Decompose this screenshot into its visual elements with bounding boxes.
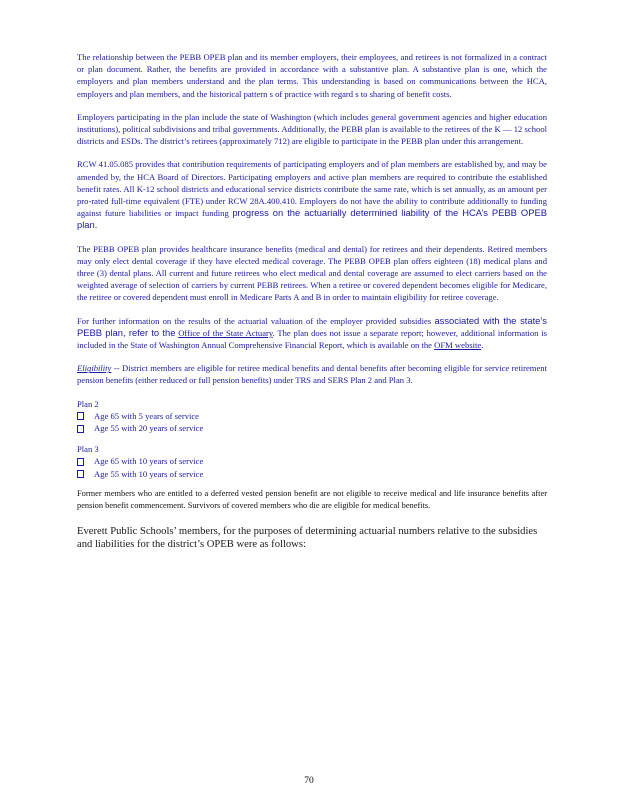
list-item xyxy=(77,410,547,422)
further-info-text-c: . The plan does not issue a separate report; however, additional information is included in the State of Washington Annual Comprehensive Financial Report, which is available on the xyxy=(77,327,547,351)
paragraph-eligibility xyxy=(77,362,547,386)
paragraph-relationship: The relationship between the PEBB OPEB plan and its member employers, their employees, and retirees is not formalized in a contract or plan document. Rather, the benefits are provided in accordance with a substantive plan. A substantive plan is one, which the employers and plan members understand and the plan terms. This understanding is based on communications between the HCA, employers and plan members, and the historical pattern s of practice with regard s to sharing of benefit costs. xyxy=(77,52,547,99)
bullet-box-icon xyxy=(77,425,84,433)
bullet-box-icon xyxy=(77,470,84,478)
page-content xyxy=(77,51,547,561)
plan-3-item-2: Age 55 with 10 years of service xyxy=(94,468,204,479)
paragraph-closing: Everett Public Schools’ members, for the purposes of determining actuarial numbers relative to the subsidies and liabilities for the district’s OPEB were as follows: xyxy=(77,525,538,550)
bullet-box-icon xyxy=(77,458,84,466)
plan-2-title: Plan 2 xyxy=(77,398,99,409)
further-info-text-d: . xyxy=(481,340,484,351)
ofm-website-link[interactable]: OFM website xyxy=(434,340,482,351)
eligibility-text: -- District members are eligible for retiree medical benefits and dental benefits after becoming eligible for service retirement pension benefits (either reduced or full pension benefits) under TRS and SERS Plan 2 and Plan 3. xyxy=(77,363,547,386)
paragraph-benefits: The PEBB OPEB plan provides healthcare insurance benefits (medical and dental) for retirees and their dependents. Retired members may only elect dental coverage if they have elected medical coverage. The PEBB OPEB plan offers eighteen (18) medical plans and three (3) dental plans. All current and future retirees who elect medical and dental coverage are assumed to elect carriers based on the weighted average of selection of carriers by current PEBB retirees. When a retiree or covered dependent becomes eligible for Medicare, the retiree or covered dependent must enroll in Medicare Parts A and B in order to maintain eligibility for retiree coverage. xyxy=(77,243,547,303)
list-item xyxy=(77,468,547,480)
further-info-text-a: For further information on the results of the actuarial valuation of the employer provided subsidies xyxy=(77,315,432,326)
eligibility-label: Eligibility xyxy=(77,363,112,374)
list-item xyxy=(77,422,547,434)
bullet-box-icon xyxy=(77,412,84,420)
plan-3-title: Plan 3 xyxy=(77,443,99,454)
paragraph-rcw-contributions xyxy=(77,158,547,231)
paragraph-participating-employers: Employers participating in the plan include the state of Washington (which includes general government agencies and higher education institutions), political subdivisions and tribal governments. Additionally, the PEBB plan is available to the retirees of the K — 12 school districts and ESDs. The district’s retirees (approximately 712) are eligible to participate in the PEBB plan under this arrangement. xyxy=(77,111,547,147)
paragraph-further-info xyxy=(77,315,547,352)
office-state-actuary-link[interactable]: Office of the State Actuary xyxy=(178,327,273,338)
plan-2-item-1: Age 65 with 5 years of service xyxy=(94,411,200,422)
plan-2-block xyxy=(77,398,547,435)
list-item xyxy=(77,455,547,467)
plan-2-item-2: Age 55 with 20 years of service xyxy=(94,423,204,434)
rcw-text-tail: progress on the actuarially determined liability of the HCA’s PEBB OPEB plan. xyxy=(77,207,547,231)
plan-3-block xyxy=(77,443,547,480)
rcw-text: RCW 41.05.085 provides that contribution requirements of participating employers and of plan members are established by, and may be amended by, the HCA Board of Directors. Participating employers and active plan members are required to contribute the established benefit rates. All K-12 school districts and educational service districts contribute the same rate, which is set annually, as an amount per pro-rated full-time equivalent (FTE) under RCW 28A.400.410. Employers do not have the ability to contribute additionally to funding against future liabilities or impact funding xyxy=(77,159,547,219)
paragraph-former-members: Former members who are entitled to a deferred vested pension benefit are not eligible to receive medical and life insurance benefits after pension benefit commencement. Survivors of covered members who die are eligible for medical benefits. xyxy=(77,489,547,511)
plan-3-item-1: Age 65 with 10 years of service xyxy=(94,456,204,467)
page-number: 70 xyxy=(304,776,314,786)
further-info-text-b: associated with the state’s PEBB plan, refer to the xyxy=(77,314,547,338)
